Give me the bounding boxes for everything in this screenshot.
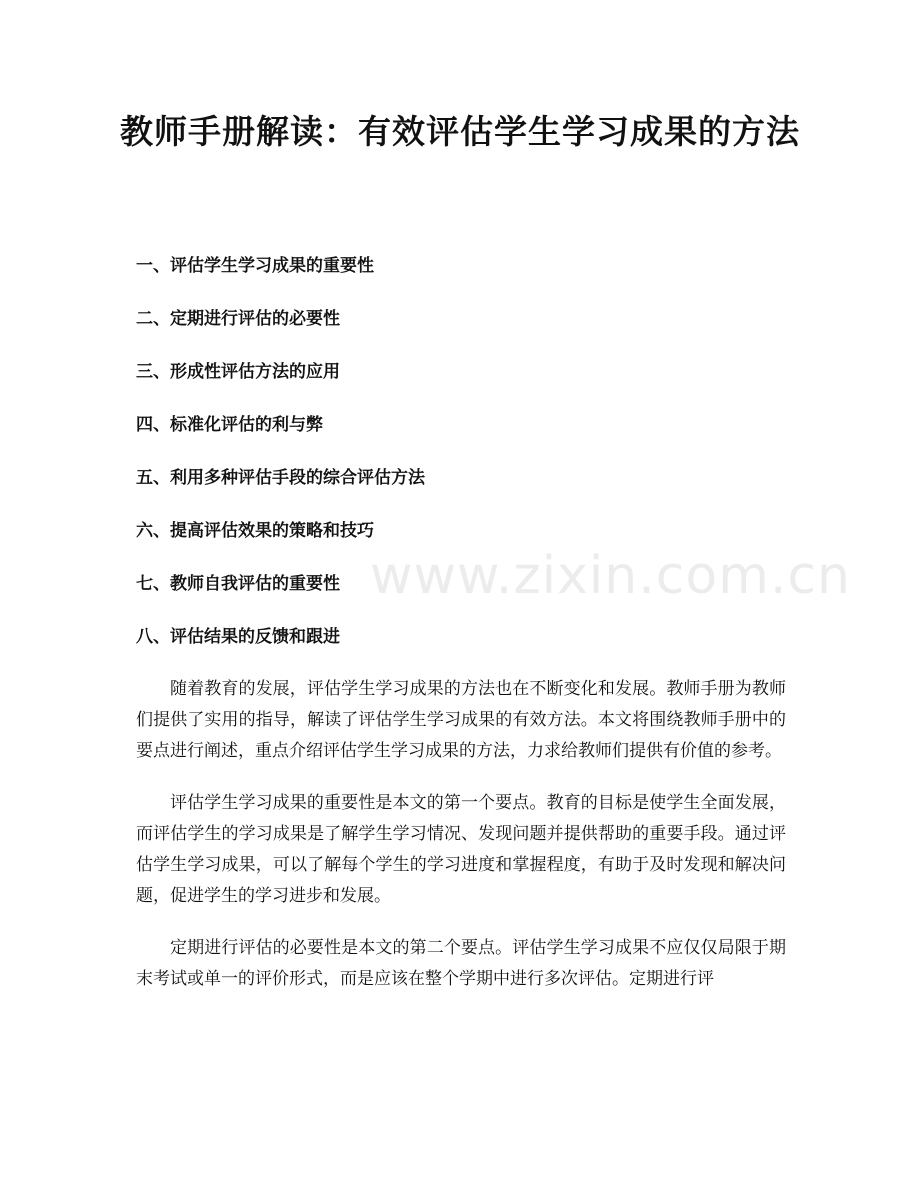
- toc-item: 六、提高评估效果的策略和技巧: [136, 521, 374, 541]
- table-of-contents: [136, 252, 796, 676]
- toc-item: 二、定期进行评估的必要性: [136, 309, 340, 329]
- toc-item: 五、利用多种评估手段的综合评估方法: [136, 468, 425, 488]
- paragraph: 定期进行评估的必要性是本文的第二个要点。评估学生学习成果不应仅仅局限于期末考试或单一的评价形式，而是应该在整个学期中进行多次评估。定期进行评: [136, 938, 786, 989]
- watermark: www.zixin.com.cn: [370, 546, 851, 606]
- toc-item: 七、教师自我评估的重要性: [136, 574, 340, 594]
- paragraph: 评估学生学习成果的重要性是本文的第一个要点。教育的目标是使学生全面发展，而评估学生的学习成果是了解学生学习情况、发现问题并提供帮助的重要手段。通过评估学生学习成果，可以了解每个学生的学习进度和掌握程度，有助于及时发现和解决问题，促进学生的学习进步和发展。: [136, 793, 786, 906]
- toc-item: 一、评估学生学习成果的重要性: [136, 256, 374, 276]
- body-text: [136, 674, 786, 1016]
- toc-item: 三、形成性评估方法的应用: [136, 362, 340, 382]
- document-title: 教师手册解读：有效评估学生学习成果的方法: [120, 112, 800, 151]
- paragraph: 随着教育的发展，评估学生学习成果的方法也在不断变化和发展。教师手册为教师们提供了实用的指导，解读了评估学生学习成果的有效方法。本文将围绕教师手册中的要点进行阐述，重点介绍评估学生学习成果的方法，力求给教师们提供有价值的参考。: [136, 679, 786, 761]
- toc-item: 八、评估结果的反馈和跟进: [136, 627, 340, 647]
- toc-item: 四、标准化评估的利与弊: [136, 415, 323, 435]
